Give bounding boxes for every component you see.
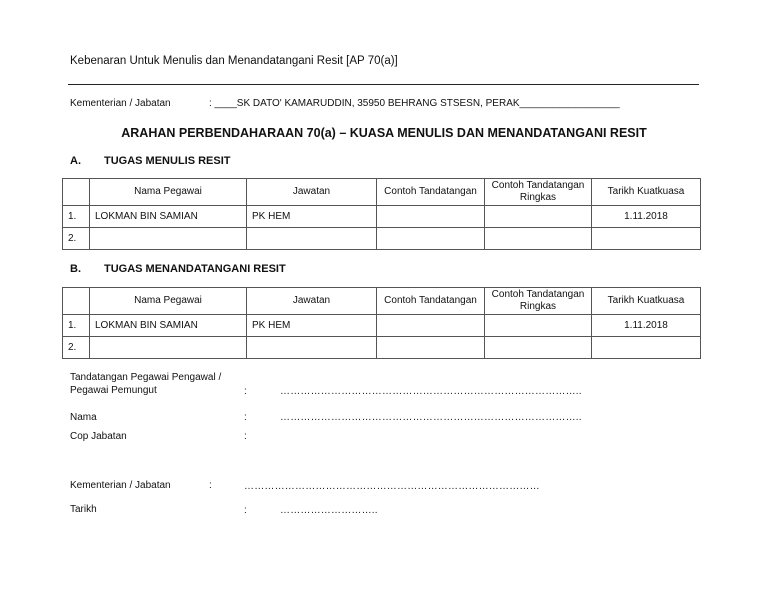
header-cell-nama: Nama Pegawai (90, 288, 247, 315)
header-cell-no (63, 288, 90, 315)
cell-ringkas (485, 315, 592, 337)
table-header-row (63, 179, 701, 206)
header-cell-nama: Nama Pegawai (90, 179, 247, 206)
header-cell-ringkas: Contoh Tandatangan Ringkas (485, 179, 592, 206)
section-b-title: TUGAS MENANDATANGANI RESIT (104, 263, 286, 275)
table-row (63, 228, 701, 250)
header-cell-tandatangan: Contoh Tandatangan (377, 179, 485, 206)
cell-ringkas (485, 337, 592, 359)
header-cell-tandatangan: Contoh Tandatangan (377, 288, 485, 315)
table-row (63, 337, 701, 359)
header-cell-jawatan: Jawatan (247, 288, 377, 315)
cell-nama: LOKMAN BIN SAMIAN (90, 315, 247, 337)
row-number: 1. (63, 315, 90, 337)
header-rule (68, 84, 699, 85)
cell-jawatan: PK HEM (247, 315, 377, 337)
section-a-title: TUGAS MENULIS RESIT (104, 155, 231, 167)
cell-tarikh: 1.11.2018 (592, 315, 701, 337)
section-b-letter: B. (70, 263, 81, 275)
section-a-letter: A. (70, 155, 81, 167)
cell-nama (90, 337, 247, 359)
ministry-label: Kementerian / Jabatan (70, 98, 171, 109)
table-row (63, 315, 701, 337)
signature-dotted-line: …………………………………………………………………………….. (280, 386, 582, 397)
date-dotted-line: ……………………….. (280, 505, 378, 516)
cell-tandatangan (377, 206, 485, 228)
cell-tarikh (592, 337, 701, 359)
cell-jawatan (247, 337, 377, 359)
date-label: Tarikh (70, 504, 97, 515)
footer-ministry-colon: : (209, 480, 212, 491)
row-number: 1. (63, 206, 90, 228)
document-header-title: Kebenaran Untuk Menulis dan Menandatangani Resit [AP 70(a)] (70, 55, 398, 67)
table-row (63, 206, 701, 228)
cop-label: Cop Jabatan (70, 431, 127, 442)
cell-ringkas (485, 206, 592, 228)
name-colon: : (244, 412, 247, 423)
cell-nama: LOKMAN BIN SAMIAN (90, 206, 247, 228)
row-number: 2. (63, 228, 90, 250)
table-header-row (63, 288, 701, 315)
ministry-value: : ____SK DATO' KAMARUDDIN, 35950 BEHRANG STSESN, PERAK__________________ (209, 98, 620, 109)
footer-ministry-dotted-line: …………………………………………………………………………… (244, 481, 540, 492)
cell-nama (90, 228, 247, 250)
main-title: ARAHAN PERBENDAHARAAN 70(a) – KUASA MENULIS DAN MENANDATANGANI RESIT (121, 126, 647, 140)
date-colon: : (244, 505, 247, 516)
footer-ministry-label: Kementerian / Jabatan (70, 480, 171, 491)
row-number: 2. (63, 337, 90, 359)
section-b-table (62, 287, 701, 359)
cell-tarikh: 1.11.2018 (592, 206, 701, 228)
name-dotted-line: …………………………………………………………………………….. (280, 412, 582, 423)
cell-tandatangan (377, 337, 485, 359)
cop-colon: : (244, 431, 247, 442)
cell-jawatan: PK HEM (247, 206, 377, 228)
cell-tarikh (592, 228, 701, 250)
section-a-table (62, 178, 701, 250)
header-cell-tarikh: Tarikh Kuatkuasa (592, 179, 701, 206)
header-cell-ringkas: Contoh Tandatangan Ringkas (485, 288, 592, 315)
header-cell-tarikh: Tarikh Kuatkuasa (592, 288, 701, 315)
header-cell-no (63, 179, 90, 206)
header-cell-jawatan: Jawatan (247, 179, 377, 206)
signature-label-line1: Tandatangan Pegawai Pengawal / (70, 372, 222, 383)
cell-ringkas (485, 228, 592, 250)
cell-tandatangan (377, 315, 485, 337)
signature-label-line2: Pegawai Pemungut (70, 385, 157, 396)
cell-tandatangan (377, 228, 485, 250)
cell-jawatan (247, 228, 377, 250)
signature-colon: : (244, 386, 247, 397)
name-label: Nama (70, 412, 97, 423)
